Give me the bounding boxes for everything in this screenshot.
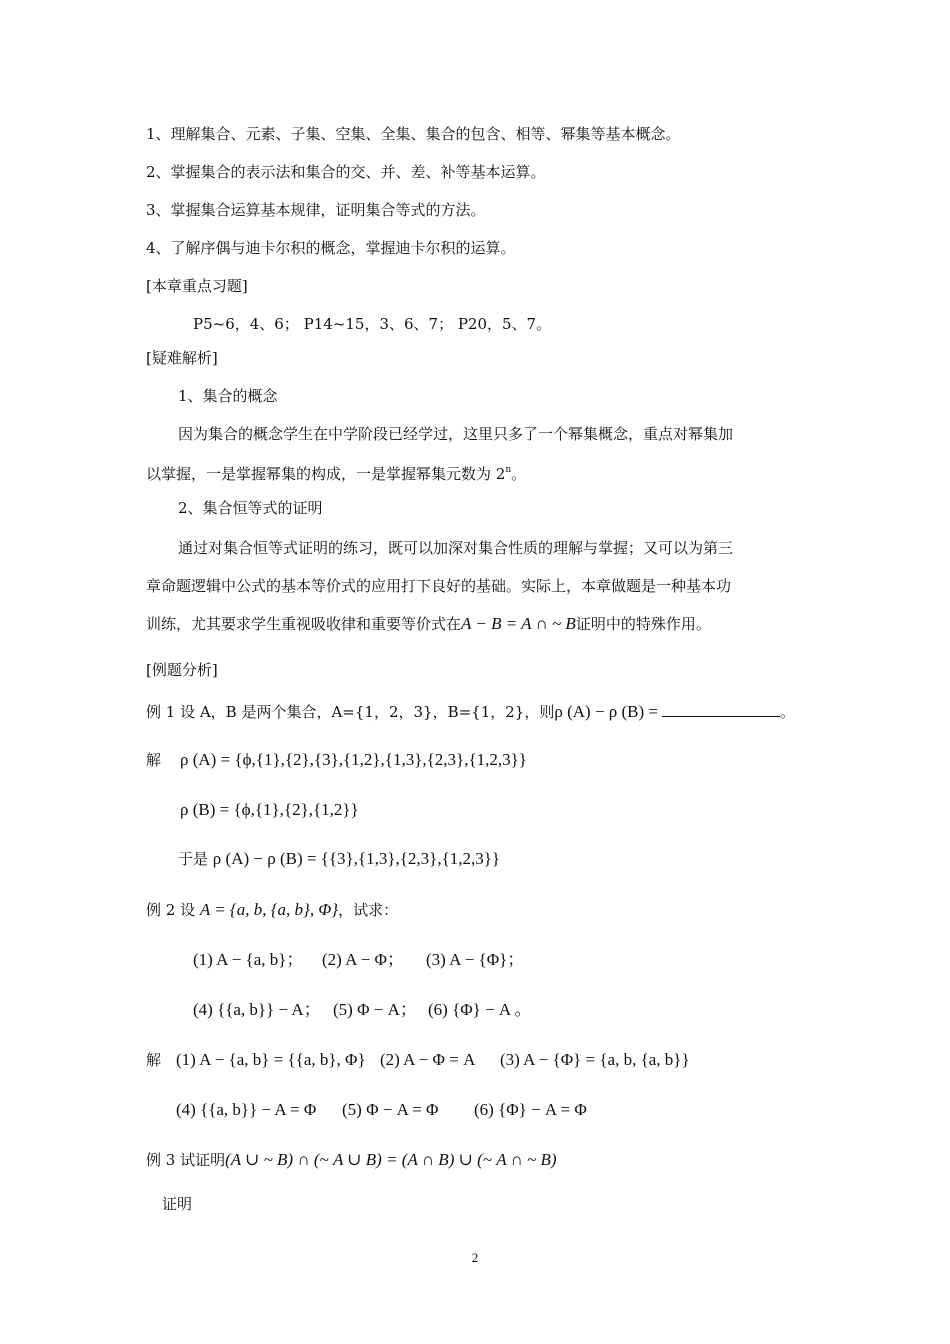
section-1-paragraph-line-2: 以掌握，一是掌握幂集的构成，一是掌握幂集元数为 2$^n$。 bbox=[146, 465, 527, 483]
example-2-item-5: (5) Φ − A； bbox=[333, 1000, 417, 1019]
example-1-solution-label: 解 bbox=[146, 751, 162, 769]
set-identity-formula: A − B = A ∩ ~ B bbox=[461, 614, 576, 633]
objective-4: 4、了解序偶与迪卡尔积的概念，掌握迪卡尔积的运算。 bbox=[146, 239, 516, 257]
example-2-answer-4: (4) {{a, b}} − A = Φ bbox=[176, 1100, 317, 1119]
example-1-question: 例 1 设 A，B 是两个集合，A={1，2，3}，B={1，2}，则ρ (A) − ρ (B) = 。 bbox=[146, 702, 796, 721]
section-2-paragraph-line-3: 训练，尤其要求学生重视吸收律和重要等价式在A − B = A ∩ ~ B证明中的特殊作用。 bbox=[146, 614, 711, 633]
example-2-answer-6: (6) {Φ} − A = Φ bbox=[474, 1100, 587, 1119]
example-2-answer-3: (3) A − {Φ} = {a, b, {a, b}} bbox=[500, 1050, 690, 1069]
exercises-text: P5~6，4、6； P14~15，3、6、7； P20，5、7。 bbox=[193, 315, 552, 333]
objective-1: 1、理解集合、元素、子集、空集、全集、集合的包含、相等、幂集等基本概念。 bbox=[146, 125, 681, 143]
section-1-title: 1、集合的概念 bbox=[178, 387, 278, 405]
example-2-answer-2: (2) A − Φ = A bbox=[380, 1050, 476, 1069]
example-2-solution-label: 解 bbox=[146, 1051, 162, 1069]
examples-heading: [例题分析] bbox=[146, 661, 218, 679]
answer-blank bbox=[662, 702, 780, 717]
objective-3: 3、掌握集合运算基本规律，证明集合等式的方法。 bbox=[146, 201, 486, 219]
example-2-answer-1: (1) A − {a, b} = {{a, b}, Φ} bbox=[176, 1050, 366, 1069]
proof-label: 证明 bbox=[162, 1195, 193, 1213]
section-1-paragraph-line-1: 因为集合的概念学生在中学阶段已经学过，这里只多了一个幂集概念，重点对幂集加 bbox=[178, 425, 734, 443]
example-1-solution-line-3: 于是 ρ (A) − ρ (B) = {{3},{1,3},{2,3},{1,2,3}} bbox=[178, 849, 501, 868]
example-2-item-1: (1) A − {a, b}； bbox=[193, 950, 304, 969]
section-2-paragraph-line-2: 章命题逻辑中公式的基本等价式的应用打下良好的基础。实际上，本章做题是一种基本功 bbox=[146, 577, 732, 595]
exercises-heading: [本章重点习题] bbox=[146, 277, 248, 295]
section-2-paragraph-line-1: 通过对集合恒等式证明的练习，既可以加深对集合性质的理解与掌握；又可以为第三 bbox=[178, 539, 734, 557]
example-1-solution-line-1: ρ (A) = {ϕ,{1},{2},{3},{1,2},{1,3},{2,3},{1,2,3}} bbox=[180, 750, 527, 769]
example-2-item-6: (6) {Φ} − A 。 bbox=[428, 1000, 532, 1019]
objective-2: 2、掌握集合的表示法和集合的交、并、差、补等基本运算。 bbox=[146, 163, 546, 181]
example-2-answer-5: (5) Φ − A = Φ bbox=[342, 1100, 439, 1119]
example-2-item-2: (2) A − Φ； bbox=[322, 950, 404, 969]
analysis-heading: [疑难解析] bbox=[146, 349, 218, 367]
example-1-solution-line-2: ρ (B) = {ϕ,{1},{2},{1,2}} bbox=[180, 800, 359, 819]
example-3-question: 例 3 试证明(A ∪ ~ B) ∩ (~ A ∪ B) = (A ∩ B) ∪ (~ A ∩ ~ B) bbox=[146, 1150, 557, 1169]
page-number: 2 bbox=[471, 1250, 479, 1265]
example-2-item-4: (4) {{a, b}} − A； bbox=[193, 1000, 321, 1019]
example-2-question: 例 2 设 A = {a, b, {a, b}, Φ}，试求： bbox=[146, 900, 399, 919]
section-2-title: 2、集合恒等式的证明 bbox=[178, 499, 323, 517]
example-2-item-3: (3) A − {Φ}； bbox=[426, 950, 525, 969]
